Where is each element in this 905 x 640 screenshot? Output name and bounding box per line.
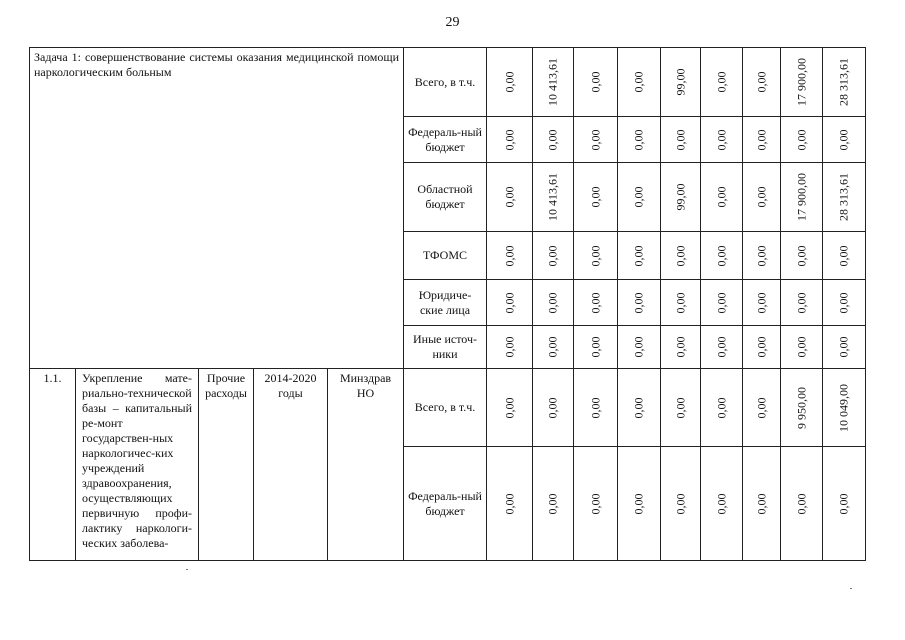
value-cell	[618, 163, 661, 232]
value-cell	[743, 326, 781, 369]
value-text: 0,00	[588, 493, 603, 514]
page-number: 29	[445, 15, 460, 30]
value-text: 0,00	[754, 245, 769, 266]
value-text: 0,00	[631, 71, 646, 93]
value-cell	[618, 326, 661, 369]
value-text: 0,00	[794, 245, 809, 266]
value-cell	[781, 48, 823, 117]
value-cell	[743, 447, 781, 561]
value-text: 0,00	[631, 129, 646, 150]
value-cell	[574, 117, 618, 163]
value-cell	[533, 280, 574, 326]
value-cell	[487, 48, 533, 117]
value-cell	[533, 369, 574, 447]
value-text: 0,00	[631, 186, 646, 208]
item-period: 2014-2020 годы	[254, 369, 328, 561]
task-label: Задача 1: совершенствование системы оказания медицинской помощи наркологическим больным	[30, 48, 404, 369]
value-text: 0,00	[502, 71, 517, 93]
value-cell	[823, 369, 866, 447]
value-cell	[487, 163, 533, 232]
value-cell	[533, 232, 574, 280]
scan-speck	[186, 569, 188, 570]
value-cell	[823, 48, 866, 117]
value-text: 0,00	[588, 71, 603, 93]
value-text: 0,00	[714, 336, 729, 358]
item-name: Укрепление мате-риально-технической базы – капитальный ре-монт государствен-ных наркологичес-ких учреждений здравоохранения, осуществляющих первичную профи-лактику наркологи-ческих заболева-	[76, 369, 199, 561]
value-cell	[823, 280, 866, 326]
task-row-total	[30, 48, 866, 117]
value-text: 0,00	[714, 129, 729, 150]
value-text: 17 900,00	[794, 173, 809, 221]
source-label: Всего, в т.ч.	[404, 369, 487, 447]
value-cell	[781, 447, 823, 561]
value-text: 0,00	[673, 493, 688, 514]
value-text: 0,00	[673, 245, 688, 266]
value-cell	[701, 280, 743, 326]
value-cell	[487, 280, 533, 326]
value-text: 0,00	[502, 186, 517, 208]
value-cell	[781, 117, 823, 163]
item-expense-type: Прочие расходы	[199, 369, 254, 561]
value-cell	[823, 117, 866, 163]
value-text: 0,00	[754, 71, 769, 93]
value-cell	[701, 232, 743, 280]
value-cell	[533, 48, 574, 117]
value-text: 0,00	[836, 245, 851, 266]
value-cell	[743, 117, 781, 163]
value-text: 10 049,00	[836, 383, 851, 432]
value-cell	[574, 369, 618, 447]
value-cell	[781, 232, 823, 280]
source-label: Федераль-ный бюджет	[404, 447, 487, 561]
value-cell	[574, 163, 618, 232]
value-cell	[618, 369, 661, 447]
value-text: 0,00	[673, 397, 688, 418]
value-text: 28 313,61	[836, 173, 851, 221]
value-cell	[781, 280, 823, 326]
value-text: 99,00	[673, 68, 688, 96]
value-cell	[618, 447, 661, 561]
value-text: 0,00	[836, 493, 851, 514]
scan-speck	[850, 588, 852, 589]
value-cell	[701, 369, 743, 447]
value-cell	[823, 163, 866, 232]
value-cell	[574, 232, 618, 280]
budget-table	[29, 47, 866, 561]
value-text: 0,00	[588, 129, 603, 150]
value-text: 17 900,00	[794, 58, 809, 106]
value-cell	[661, 280, 701, 326]
value-text: 10 413,61	[545, 173, 560, 221]
value-cell	[574, 447, 618, 561]
value-cell	[701, 117, 743, 163]
value-text: 28 313,61	[836, 58, 851, 106]
value-text: 0,00	[836, 336, 851, 358]
value-text: 0,00	[714, 186, 729, 208]
value-cell	[701, 326, 743, 369]
value-text: 0,00	[754, 186, 769, 208]
item-row-total	[30, 369, 866, 447]
source-label: Всего, в т.ч.	[404, 48, 487, 117]
value-text: 0,00	[794, 493, 809, 514]
value-text: 0,00	[794, 129, 809, 150]
value-cell	[487, 326, 533, 369]
value-cell	[533, 326, 574, 369]
value-text: 0,00	[545, 336, 560, 358]
value-text: 0,00	[545, 245, 560, 266]
value-cell	[743, 163, 781, 232]
value-text: 0,00	[631, 336, 646, 358]
value-cell	[533, 447, 574, 561]
value-text: 0,00	[545, 397, 560, 418]
value-cell	[823, 326, 866, 369]
value-cell	[701, 48, 743, 117]
value-text: 0,00	[714, 397, 729, 418]
value-text: 0,00	[631, 397, 646, 418]
value-cell	[574, 48, 618, 117]
value-cell	[618, 48, 661, 117]
value-text: 0,00	[714, 245, 729, 266]
value-text: 0,00	[794, 336, 809, 358]
value-text: 0,00	[794, 292, 809, 313]
value-cell	[743, 232, 781, 280]
value-cell	[487, 447, 533, 561]
value-cell	[574, 280, 618, 326]
value-cell	[701, 163, 743, 232]
value-cell	[574, 326, 618, 369]
value-text: 0,00	[631, 292, 646, 313]
value-text: 0,00	[545, 129, 560, 150]
value-text: 0,00	[836, 129, 851, 150]
source-label: Иные источ-ники	[404, 326, 487, 369]
source-label: ТФОМС	[404, 232, 487, 280]
value-cell	[743, 280, 781, 326]
value-cell	[487, 232, 533, 280]
value-text: 0,00	[754, 129, 769, 150]
value-cell	[533, 163, 574, 232]
value-text: 0,00	[588, 292, 603, 313]
value-cell	[781, 163, 823, 232]
value-text: 0,00	[631, 493, 646, 514]
value-text: 99,00	[673, 183, 688, 211]
value-text: 0,00	[754, 292, 769, 313]
value-text: 0,00	[673, 129, 688, 150]
value-cell	[487, 369, 533, 447]
value-cell	[661, 369, 701, 447]
value-text: 0,00	[502, 397, 517, 418]
value-cell	[661, 48, 701, 117]
value-cell	[823, 447, 866, 561]
value-text: 0,00	[502, 292, 517, 313]
value-cell	[533, 117, 574, 163]
source-label: Федераль-ный бюджет	[404, 117, 487, 163]
value-cell	[618, 280, 661, 326]
value-cell	[823, 232, 866, 280]
value-text: 0,00	[502, 493, 517, 514]
value-cell	[618, 117, 661, 163]
value-text: 0,00	[754, 336, 769, 358]
source-label: Областной бюджет	[404, 163, 487, 232]
value-text: 0,00	[588, 336, 603, 358]
value-text: 0,00	[714, 71, 729, 93]
value-cell	[743, 48, 781, 117]
value-cell	[661, 447, 701, 561]
value-cell	[743, 369, 781, 447]
value-text: 0,00	[673, 336, 688, 358]
value-cell	[781, 369, 823, 447]
source-label: Юридиче-ские лица	[404, 280, 487, 326]
value-text: 9 950,00	[794, 386, 809, 429]
value-text: 0,00	[588, 245, 603, 266]
value-text: 0,00	[502, 245, 517, 266]
value-text: 0,00	[588, 397, 603, 418]
value-text: 0,00	[545, 292, 560, 313]
value-text: 0,00	[673, 292, 688, 313]
value-cell	[661, 117, 701, 163]
value-text: 0,00	[754, 397, 769, 418]
value-cell	[661, 326, 701, 369]
value-text: 0,00	[631, 245, 646, 266]
value-text: 0,00	[502, 129, 517, 150]
value-text: 0,00	[714, 292, 729, 313]
value-text: 0,00	[545, 493, 560, 514]
value-cell	[618, 232, 661, 280]
item-executor: Минздрав НО	[328, 369, 404, 561]
value-cell	[701, 447, 743, 561]
value-text: 10 413,61	[545, 58, 560, 106]
value-text: 0,00	[754, 493, 769, 514]
value-cell	[487, 117, 533, 163]
value-cell	[781, 326, 823, 369]
value-text: 0,00	[836, 292, 851, 313]
value-cell	[661, 232, 701, 280]
value-cell	[661, 163, 701, 232]
value-text: 0,00	[502, 336, 517, 358]
item-number: 1.1.	[30, 369, 76, 561]
value-text: 0,00	[588, 186, 603, 208]
value-text: 0,00	[714, 493, 729, 514]
